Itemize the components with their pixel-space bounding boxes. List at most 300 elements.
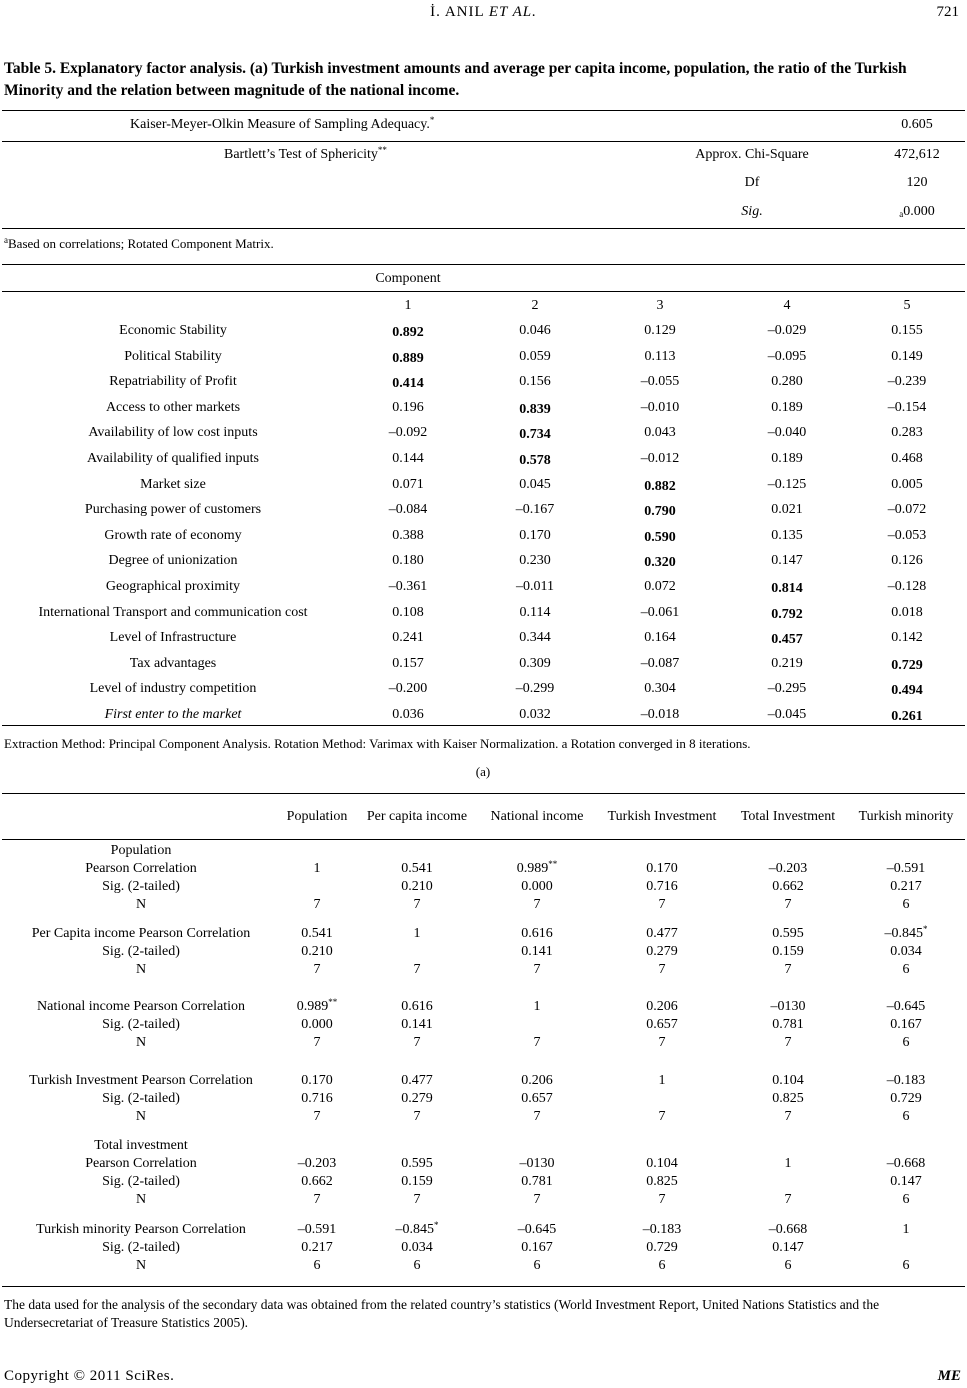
correlation-value: 0.159 [401, 1174, 433, 1189]
rule-component-bottom [2, 725, 965, 726]
component-cell: 0.219 [771, 656, 803, 671]
correlation-value: 0.034 [401, 1240, 433, 1255]
correlation-cell-group [520, 1137, 555, 1209]
correlation-row-label: N [135, 1035, 147, 1050]
correlation-value: 0.781 [772, 1017, 804, 1032]
component-row-label: Purchasing power of customers [84, 502, 262, 517]
component-cell: 0.494 [891, 683, 923, 698]
correlation-cell [401, 878, 433, 896]
correlation-value: –0.183 [642, 1222, 682, 1237]
component-column-3: 3 [656, 298, 664, 313]
component-cell: 0.189 [771, 451, 803, 466]
component-cell: –0.011 [516, 579, 554, 594]
correlation-cell [401, 896, 433, 914]
component-row-label: Access to other markets [105, 400, 241, 415]
correlation-column-header: Turkish Investment [607, 809, 717, 824]
component-cell: 0.304 [644, 681, 676, 696]
component-cell: 0.734 [519, 427, 551, 442]
component-cell: 0.882 [644, 479, 676, 494]
correlation-cell [517, 860, 558, 878]
correlation-cell-group [396, 1221, 439, 1275]
rule-top [2, 110, 965, 111]
correlation-value: –0.591 [886, 861, 926, 876]
component-cell: 0.155 [891, 323, 923, 338]
rule-corr-header [2, 839, 965, 840]
correlation-cell [401, 1191, 433, 1209]
component-cell: 0.814 [771, 581, 803, 596]
component-row-label: First enter to the market [104, 707, 242, 722]
correlation-cell [646, 998, 678, 1016]
correlation-cell [646, 1137, 678, 1155]
bartlett-label-text: Bartlett’s Test of Sphericity [224, 147, 378, 162]
sig-value-sub: a [899, 209, 904, 219]
correlation-cell [297, 1034, 338, 1052]
correlation-cell [769, 896, 808, 914]
sig-value-text: 0.000 [903, 204, 935, 219]
correlation-value: –0.845 [884, 926, 923, 941]
correlation-value: 0.541 [301, 926, 333, 941]
rule-kmo-bottom [2, 228, 965, 229]
correlation-value: 0.729 [646, 1240, 678, 1255]
correlation-cell-group [401, 842, 433, 914]
significance-marker: * [434, 1220, 439, 1230]
component-row-label: Availability of qualified inputs [87, 451, 259, 466]
component-cell: 0.729 [891, 658, 923, 673]
correlation-cell [887, 1108, 926, 1126]
correlation-cell-group [643, 1221, 682, 1275]
correlation-value: 6 [533, 1258, 541, 1273]
correlation-cell [414, 925, 421, 943]
component-column-1: 1 [404, 298, 412, 313]
correlation-value: 7 [658, 1035, 666, 1050]
correlation-cell [401, 1173, 433, 1191]
correlation-cell-group [646, 998, 678, 1052]
correlation-cell [401, 842, 433, 860]
correlation-cell [903, 1257, 910, 1275]
correlation-cell-group [903, 1221, 910, 1275]
correlation-cell [887, 1016, 926, 1034]
correlation-cell [518, 1257, 557, 1275]
correlation-cell [769, 842, 808, 860]
correlation-value: 7 [413, 897, 421, 912]
correlation-column-header: Population [286, 809, 348, 824]
correlation-value: 0.716 [646, 879, 678, 894]
correlation-column-header: Turkish minority [858, 809, 954, 824]
correlation-cell [301, 925, 333, 943]
correlation-cell [885, 961, 928, 979]
correlation-cell-group [518, 1221, 557, 1275]
correlation-cell [772, 1090, 804, 1108]
correlation-cell [301, 1072, 333, 1090]
component-cell: 0.113 [644, 349, 676, 364]
component-cell: 0.043 [644, 425, 676, 440]
correlation-cell [646, 943, 678, 961]
component-row-label: Repatriability of Profit [109, 374, 237, 389]
note-a [4, 236, 274, 252]
page-number: 721 [936, 4, 959, 20]
correlation-cell [534, 1016, 541, 1034]
component-cell: 0.889 [392, 351, 424, 366]
component-row-label: International Transport and communication cost [38, 605, 308, 620]
correlation-value: 0.170 [301, 1073, 333, 1088]
component-cell: 0.790 [644, 504, 676, 519]
rule-component-top [2, 264, 965, 265]
correlation-cell [659, 1090, 666, 1108]
correlation-cell [298, 1173, 337, 1191]
component-cell: 0.230 [519, 553, 551, 568]
component-cell: 0.892 [392, 325, 424, 340]
component-cell: 0.180 [392, 553, 424, 568]
correlation-cell [772, 1072, 804, 1090]
correlation-value: 1 [413, 926, 421, 941]
correlation-value: 6 [902, 1109, 910, 1124]
correlation-cell [769, 878, 808, 896]
correlation-cell [521, 1090, 553, 1108]
component-cell: –0.154 [887, 400, 927, 415]
correlation-value: 1 [313, 861, 321, 876]
correlation-cell [301, 943, 333, 961]
component-cell: –0.010 [640, 400, 680, 415]
correlation-cell [646, 842, 678, 860]
component-cell: 0.309 [519, 656, 551, 671]
component-row-label: Level of industry competition [89, 681, 257, 696]
correlation-value: –0.591 [297, 1222, 337, 1237]
correlation-value: 7 [533, 1035, 541, 1050]
component-cell: 0.129 [644, 323, 676, 338]
correlation-cell [903, 1221, 910, 1239]
component-cell: 0.839 [519, 402, 551, 417]
correlation-cell [772, 943, 804, 961]
component-row-label: Geographical proximity [105, 579, 241, 594]
correlation-cell [887, 1173, 926, 1191]
correlation-value: 0.141 [401, 1017, 433, 1032]
component-cell: 0.164 [644, 630, 676, 645]
correlation-row-label: Sig. (2-tailed) [102, 1174, 180, 1189]
correlation-cell [401, 1034, 433, 1052]
sig-label: Sig. [741, 204, 763, 219]
correlation-column-header: Total Investment [740, 809, 836, 824]
correlation-value: 7 [784, 1192, 792, 1207]
correlation-row-label: Population [110, 843, 172, 858]
running-header-etal: ET AL. [488, 4, 537, 20]
correlation-value: 0.729 [890, 1091, 922, 1106]
correlation-cell [396, 1239, 439, 1257]
component-cell: 0.144 [392, 451, 424, 466]
correlation-value: 7 [313, 1035, 321, 1050]
component-cell: 0.072 [644, 579, 676, 594]
correlation-cell [646, 878, 678, 896]
correlation-cell [771, 1034, 806, 1052]
component-row-label: Availability of low cost inputs [88, 425, 258, 440]
correlation-row-label: Total investment [94, 1138, 188, 1153]
correlation-cell-group [401, 998, 433, 1052]
component-cell: 0.344 [519, 630, 551, 645]
component-cell: 0.468 [891, 451, 923, 466]
correlation-cell [772, 1108, 804, 1126]
correlation-cell [520, 1137, 555, 1155]
component-row-label: Tax advantages [129, 656, 217, 671]
component-cell: –0.295 [767, 681, 807, 696]
journal-abbrev: ME [937, 1368, 961, 1384]
correlation-value: 7 [313, 897, 321, 912]
component-cell: –0.299 [515, 681, 555, 696]
running-header-authors: İ. ANIL [430, 4, 485, 20]
correlation-cell [401, 1137, 433, 1155]
correlation-cell-group [785, 1137, 792, 1209]
correlation-value: 0.541 [401, 861, 433, 876]
correlation-cell [401, 1090, 433, 1108]
component-cell: 0.280 [771, 374, 803, 389]
correlation-value: 0.781 [521, 1174, 553, 1189]
correlation-value: –0.668 [886, 1156, 926, 1171]
correlation-value: –0.645 [886, 999, 926, 1014]
correlation-row-label: Sig. (2-tailed) [102, 879, 180, 894]
correlation-cell [298, 1191, 337, 1209]
correlation-cell [401, 1016, 433, 1034]
correlation-value: 0.167 [890, 1017, 922, 1032]
correlation-value: 6 [658, 1258, 666, 1273]
correlation-row-label: Sig. (2-tailed) [102, 1017, 180, 1032]
correlation-cell [414, 961, 421, 979]
correlation-value: 1 [902, 1222, 910, 1237]
component-cell: 0.059 [519, 349, 551, 364]
component-cell: –0.095 [767, 349, 807, 364]
correlation-row-label: N [135, 1258, 147, 1273]
significance-marker: * [923, 924, 928, 934]
correlation-column-header: National income [490, 809, 584, 824]
component-cell: 0.157 [392, 656, 424, 671]
correlation-value: 0.141 [521, 944, 553, 959]
correlation-cell [769, 1239, 808, 1257]
component-cell: 0.189 [771, 400, 803, 415]
significance-marker: ** [328, 997, 338, 1007]
component-cell: 0.196 [392, 400, 424, 415]
correlation-cell [646, 1191, 678, 1209]
correlation-cell [521, 925, 553, 943]
correlation-cell [301, 961, 333, 979]
correlation-cell [887, 860, 926, 878]
kmo-label-text: Kaiser-Meyer-Olkin Measure of Sampling Adequacy. [130, 117, 430, 132]
correlation-cell [887, 1191, 926, 1209]
correlation-value: 0.657 [646, 1017, 678, 1032]
correlation-cell [646, 860, 678, 878]
correlation-cell [401, 998, 433, 1016]
correlation-cell [414, 943, 421, 961]
correlation-cell [885, 943, 928, 961]
correlation-value: 0.662 [772, 879, 804, 894]
correlation-value: 7 [413, 1035, 421, 1050]
correlation-value: –0.203 [297, 1156, 337, 1171]
correlation-value: 0.210 [401, 879, 433, 894]
correlation-cell [769, 860, 808, 878]
correlation-cell-group [887, 998, 926, 1052]
correlation-value: –0130 [770, 999, 806, 1014]
correlation-value: 0.217 [890, 879, 922, 894]
rule-corr-bottom [2, 1286, 965, 1287]
correlation-cell [401, 1108, 433, 1126]
correlation-value: 0.477 [646, 926, 678, 941]
correlation-value: 7 [313, 1192, 321, 1207]
component-cell: 0.590 [644, 530, 676, 545]
component-column-5: 5 [903, 298, 911, 313]
correlation-cell [518, 1221, 557, 1239]
component-cell: –0.055 [640, 374, 680, 389]
correlation-cell [887, 1034, 926, 1052]
correlation-cell [646, 1155, 678, 1173]
correlation-cell-group [297, 998, 338, 1052]
component-cell: –0.018 [640, 707, 680, 722]
correlation-row-label: Per Capita income Pearson Correlation [31, 926, 251, 941]
kmo-value: 0.605 [901, 117, 933, 132]
correlation-row-label: Sig. (2-tailed) [102, 1240, 180, 1255]
correlation-cell-group [887, 842, 926, 914]
correlation-cell-group [301, 1072, 333, 1126]
correlation-value: 6 [902, 962, 910, 977]
correlation-cell-group [772, 925, 804, 979]
component-cell: 0.036 [392, 707, 424, 722]
correlation-cell [520, 1155, 555, 1173]
component-column-2: 2 [531, 298, 539, 313]
correlation-cell [520, 1191, 555, 1209]
component-cell: –0.200 [388, 681, 428, 696]
correlation-cell [643, 1239, 682, 1257]
correlation-cell [646, 1034, 678, 1052]
correlation-value: 6 [313, 1258, 321, 1273]
component-cell: –0.053 [887, 528, 927, 543]
extraction-note: Extraction Method: Principal Component Analysis. Rotation Method: Varimax with Kaiser Normalization. a Rotation converged in 8 iterations. [4, 736, 751, 751]
rule-component-header [2, 291, 965, 292]
correlation-row-labels [85, 842, 197, 914]
component-row-label: Political Stability [124, 349, 222, 364]
component-cell: –0.239 [887, 374, 927, 389]
correlation-row-labels [37, 998, 245, 1052]
correlation-value: 0.000 [301, 1017, 333, 1032]
correlation-cell [785, 1191, 792, 1209]
correlation-cell [887, 1090, 926, 1108]
df-value: 120 [906, 175, 928, 190]
correlation-row-label: National income Pearson Correlation [37, 999, 245, 1014]
correlation-value: 7 [533, 962, 541, 977]
correlation-value: 0.595 [401, 1156, 433, 1171]
correlation-cell-group [414, 925, 421, 979]
component-cell: 0.414 [392, 376, 424, 391]
component-cell: 0.457 [771, 632, 803, 647]
correlation-cell [534, 998, 541, 1016]
correlation-row-labels [29, 1072, 253, 1126]
correlation-value: 0.159 [772, 944, 804, 959]
correlation-value: 7 [533, 1192, 541, 1207]
correlation-cell [518, 1239, 557, 1257]
correlation-value: 0.825 [772, 1091, 804, 1106]
correlation-cell [298, 1257, 337, 1275]
correlation-row-label: N [135, 1109, 147, 1124]
correlation-cell-group [887, 1137, 926, 1209]
component-cell: 0.032 [519, 707, 551, 722]
correlation-cell [643, 1257, 682, 1275]
correlation-cell [521, 961, 553, 979]
correlation-row-label: Turkish Investment Pearson Correlation [29, 1073, 253, 1088]
correlation-cell [771, 998, 806, 1016]
correlation-value: 1 [784, 1156, 792, 1171]
component-cell: 0.005 [891, 477, 923, 492]
correlation-value: 7 [784, 1035, 792, 1050]
correlation-cell-group [298, 1137, 337, 1209]
correlation-cell [646, 1173, 678, 1191]
correlation-value: 0.034 [890, 944, 922, 959]
correlation-value: 0.000 [521, 879, 553, 894]
correlation-value: 0.989 [516, 861, 549, 876]
copyright: Copyright © 2011 SciRes. [4, 1368, 175, 1384]
bartlett-label-sup: ** [377, 145, 387, 155]
correlation-value: –0.845 [395, 1222, 434, 1237]
correlation-cell [298, 1155, 337, 1173]
correlation-value: 0.217 [301, 1240, 333, 1255]
component-cell: 0.578 [519, 453, 551, 468]
correlation-cell [314, 896, 321, 914]
component-cell: 0.261 [891, 709, 923, 724]
correlation-cell [887, 878, 926, 896]
component-row-label: Degree of unionization [108, 553, 238, 568]
correlation-cell-group [534, 998, 541, 1052]
correlation-cell-group [772, 1072, 804, 1126]
note-a-sup: a [4, 235, 8, 245]
component-row-label: Level of Infrastructure [109, 630, 237, 645]
correlation-cell [772, 925, 804, 943]
component-row-label: Market size [140, 477, 206, 492]
component-cell: –0.087 [640, 656, 680, 671]
correlation-row-label: Sig. (2-tailed) [102, 944, 180, 959]
bartlett-label [224, 147, 387, 163]
correlation-cell [297, 998, 338, 1016]
chi-label: Approx. Chi-Square [695, 147, 809, 162]
kmo-label [130, 117, 434, 133]
significance-marker: ** [548, 859, 558, 869]
component-cell: –0.029 [767, 323, 807, 338]
component-cell: 0.126 [891, 553, 923, 568]
correlation-cell [785, 1155, 792, 1173]
correlation-value: 0.104 [646, 1156, 678, 1171]
component-cell: 0.018 [891, 605, 923, 620]
component-cell: 0.021 [771, 502, 803, 517]
correlation-value: 0.616 [521, 926, 553, 941]
correlation-value: 7 [658, 1109, 666, 1124]
source-footnote: The data used for the analysis of the secondary data was obtained from the related country’s statistics (World Investment Report, United Nations Statistics and the Undersecretariat of Treasure Statistics 2005). [4, 1297, 880, 1330]
correlation-cell-group [769, 1221, 808, 1275]
correlation-cell-group [314, 842, 321, 914]
correlation-row-labels [32, 925, 251, 979]
rule-kmo [2, 141, 965, 142]
correlation-cell [517, 896, 558, 914]
component-column-4: 4 [783, 298, 791, 313]
correlation-value: –0.183 [886, 1073, 926, 1088]
component-cell: 0.283 [891, 425, 923, 440]
correlation-value: 7 [413, 962, 421, 977]
correlation-cell-group [646, 925, 678, 979]
component-cell: 0.046 [519, 323, 551, 338]
correlation-cell-group [401, 1072, 433, 1126]
correlation-value: 6 [902, 1192, 910, 1207]
component-cell: –0.167 [515, 502, 555, 517]
correlation-row-label: Pearson Correlation [85, 1156, 197, 1171]
correlation-value: 0.477 [401, 1073, 433, 1088]
df-label: Df [744, 175, 760, 190]
rule-corr-top [2, 793, 965, 794]
sub-caption: (a) [475, 764, 491, 779]
correlation-value: 6 [902, 1258, 910, 1273]
correlation-cell [646, 1016, 678, 1034]
correlation-cell [771, 1016, 806, 1034]
correlation-value: 0.279 [401, 1091, 433, 1106]
